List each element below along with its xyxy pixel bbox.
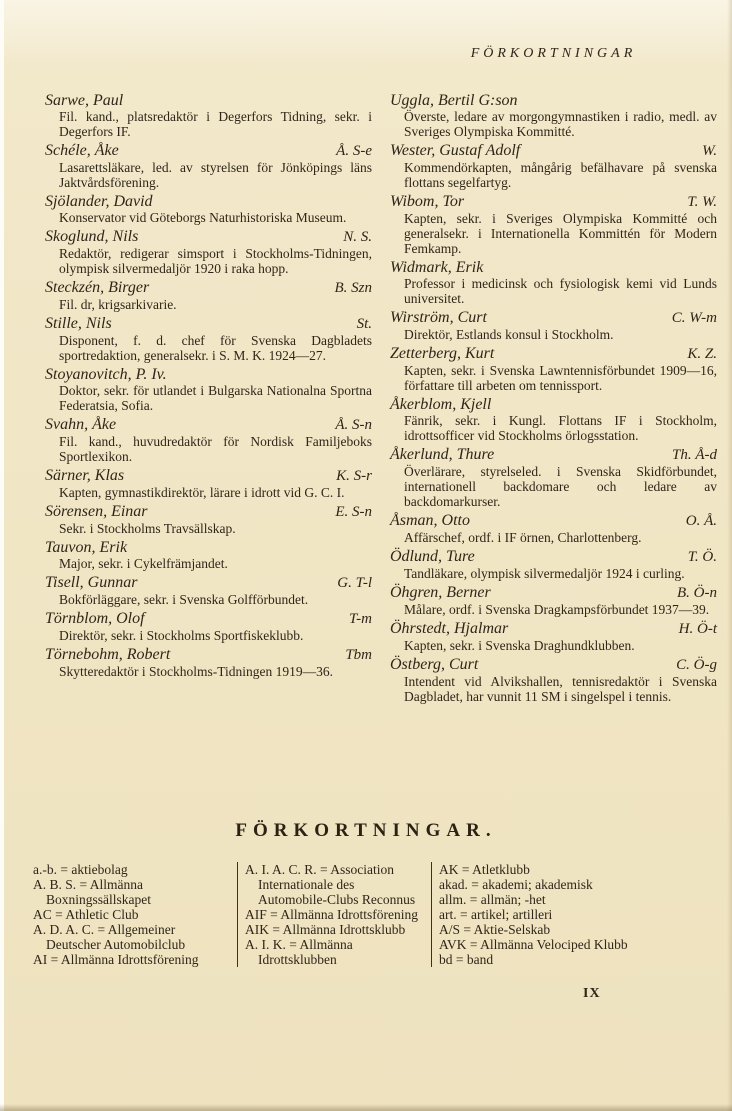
person-name: Törnblom, Olof bbox=[45, 610, 145, 627]
person-description: Skytteredaktör i Stockholms-Tidningen 1919—36. bbox=[59, 664, 333, 679]
directory-entry bbox=[45, 610, 372, 643]
person-description: Direktör, Estlands konsul i Stockholm. bbox=[404, 327, 614, 342]
directory-entry bbox=[45, 646, 372, 679]
abbreviation-item: AK = Atletklubb bbox=[439, 862, 530, 877]
directory-entry bbox=[45, 279, 372, 312]
entry-header bbox=[45, 92, 372, 109]
directory-entry bbox=[45, 228, 372, 276]
entry-header bbox=[45, 646, 372, 664]
person-name: Wibom, Tor bbox=[390, 193, 465, 210]
signature-abbreviation: K. S-r bbox=[336, 468, 372, 484]
abbreviation-item: AI = Allmänna Idrottsförening bbox=[33, 952, 199, 967]
person-description: Tandläkare, olympisk silvermedaljör 1924 i curling. bbox=[404, 566, 685, 581]
entry-header bbox=[45, 610, 372, 628]
signature-abbreviation: Å. S-n bbox=[335, 417, 372, 433]
directory-entry bbox=[390, 584, 717, 617]
page-bottom-shadow bbox=[0, 1104, 732, 1111]
entry-header bbox=[390, 584, 717, 602]
page-right-edge bbox=[727, 0, 732, 1111]
entry-header bbox=[45, 366, 372, 383]
running-header: FÖRKORTNINGAR bbox=[470, 46, 637, 61]
person-description: Fil. kand., platsredaktör i Degerfors Tidning, sekr. i Degerfors IF. bbox=[59, 109, 372, 139]
person-description: Kommendörkapten, mångårig befälhavare på svenska flottans segelfartyg. bbox=[404, 160, 717, 190]
signature-abbreviation: G. T-l bbox=[337, 575, 372, 591]
signature-abbreviation: W. bbox=[702, 143, 717, 159]
person-name: Steckzén, Birger bbox=[45, 279, 150, 296]
person-description: Affärschef, ordf. i IF örnen, Charlottenberg. bbox=[404, 530, 642, 545]
abbreviations-column-1 bbox=[33, 862, 237, 967]
abbreviation-item: A. D. A. C. = Allgemeiner Deutscher Automobilclub bbox=[33, 922, 186, 952]
person-description: Bokförläggare, sekr. i Svenska Golfförbundet. bbox=[59, 592, 309, 607]
directory-entry bbox=[390, 309, 717, 342]
entry-header bbox=[45, 315, 372, 333]
entry-header bbox=[45, 416, 372, 434]
abbreviation-item: bd = band bbox=[439, 952, 494, 967]
signature-abbreviation: N. S. bbox=[343, 229, 372, 245]
entry-header bbox=[45, 539, 372, 556]
person-description: Disponent, f. d. chef för Svenska Dagbladets sportredaktion, generalsekr. i S. M. K. 1924—27. bbox=[59, 333, 372, 363]
entry-header bbox=[45, 142, 372, 160]
entry-header bbox=[45, 228, 372, 246]
signature-abbreviation: C. Ö-g bbox=[676, 657, 717, 673]
signature-abbreviation: Å. S-e bbox=[336, 143, 372, 159]
person-name: Tisell, Gunnar bbox=[45, 574, 138, 591]
person-description: Fänrik, sekr. i Kungl. Flottans IF i Stockholm, idrottsofficer vid Stockholms örlogsstation. bbox=[404, 413, 717, 443]
directory-entry bbox=[390, 142, 717, 190]
signature-abbreviation: O. Å. bbox=[685, 513, 717, 529]
directory-entry bbox=[45, 142, 372, 190]
person-description: Målare, ordf. i Svenska Dragkampsförbundet 1937—39. bbox=[404, 602, 710, 617]
directory-entry bbox=[45, 467, 372, 500]
abbreviations-table bbox=[33, 862, 661, 967]
directory-entry bbox=[390, 512, 717, 545]
abbreviation-item: AIK = Allmänna Idrottsklubb bbox=[245, 922, 406, 937]
abbreviation-item: A. I. A. C. R. = Association Internationale des Automobile-Clubs Reconnus bbox=[245, 862, 416, 907]
signature-abbreviation: T. W. bbox=[687, 194, 717, 210]
entry-header bbox=[390, 345, 717, 363]
person-description: Konservator vid Göteborgs Naturhistoriska Museum. bbox=[59, 210, 347, 225]
person-name: Törnebohm, Robert bbox=[45, 646, 171, 663]
signature-abbreviation: K. Z. bbox=[687, 346, 717, 362]
entry-header bbox=[45, 193, 372, 210]
person-name: Ödlund, Ture bbox=[390, 548, 475, 565]
abbreviation-item: a.-b. = aktiebolag bbox=[33, 862, 128, 877]
entry-header bbox=[390, 446, 717, 464]
signature-abbreviation: B. Szn bbox=[334, 280, 372, 296]
directory-entry bbox=[45, 503, 372, 536]
entry-header bbox=[390, 259, 717, 276]
person-description: Intendent vid Alvikshallen, tennisredaktör i Svenska Dagbladet, har vunnit 11 SM i singelspel i tennis. bbox=[404, 674, 717, 704]
signature-abbreviation: Tbm bbox=[345, 647, 372, 663]
entry-header bbox=[390, 92, 717, 109]
signature-abbreviation: T. Ö. bbox=[687, 549, 717, 565]
entry-header bbox=[45, 503, 372, 521]
directory-entry bbox=[45, 366, 372, 413]
abbreviation-item: art. = artikel; artilleri bbox=[439, 907, 553, 922]
directory-entry bbox=[390, 548, 717, 581]
directory-entry bbox=[390, 656, 717, 704]
person-name: Zetterberg, Kurt bbox=[390, 345, 495, 362]
abbreviations-column-3 bbox=[431, 862, 661, 967]
person-name: Åkerlund, Thure bbox=[390, 446, 495, 463]
person-description: Sekr. i Stockholms Travsällskap. bbox=[59, 521, 236, 536]
entry-header bbox=[390, 193, 717, 211]
person-name: Öhgren, Berner bbox=[390, 584, 491, 601]
person-name: Sjölander, David bbox=[45, 193, 153, 210]
entry-header bbox=[390, 309, 717, 327]
page-left-edge bbox=[0, 0, 4, 1111]
page-number: IX bbox=[583, 986, 601, 1001]
person-name: Widmark, Erik bbox=[390, 259, 484, 276]
person-description: Major, sekr. i Cykelfrämjandet. bbox=[59, 556, 228, 571]
biography-directory bbox=[45, 92, 717, 707]
entry-header bbox=[45, 574, 372, 592]
person-description: Kapten, sekr. i Svenska Lawntennisförbundet 1909—16, författare till arbeten om tennissport. bbox=[404, 363, 717, 393]
directory-entry bbox=[390, 396, 717, 443]
entry-header bbox=[390, 396, 717, 413]
abbreviation-item: A. I. K. = Allmänna Idrottsklubben bbox=[245, 937, 353, 967]
abbreviation-item: akad. = akademi; akademisk bbox=[439, 877, 593, 892]
directory-column-right bbox=[390, 92, 717, 707]
person-name: Åkerblom, Kjell bbox=[390, 396, 492, 413]
person-description: Fil. dr, krigsarkivarie. bbox=[59, 297, 177, 312]
person-name: Skoglund, Nils bbox=[45, 228, 139, 245]
person-description: Kapten, sekr. i Svenska Draghundklubben. bbox=[404, 638, 635, 653]
person-name: Stoyanovitch, P. Iv. bbox=[45, 366, 167, 383]
entry-header bbox=[390, 548, 717, 566]
entry-header bbox=[390, 142, 717, 160]
person-name: Öhrstedt, Hjalmar bbox=[390, 620, 509, 637]
person-name: Uggla, Bertil G:son bbox=[390, 92, 518, 109]
abbreviation-item: allm. = allmän; -het bbox=[439, 892, 546, 907]
directory-entry bbox=[390, 345, 717, 393]
abbreviation-item: AC = Athletic Club bbox=[33, 907, 139, 922]
person-name: Östberg, Curt bbox=[390, 656, 479, 673]
person-name: Sörensen, Einar bbox=[45, 503, 148, 520]
directory-entry bbox=[390, 193, 717, 256]
person-description: Doktor, sekr. för utlandet i Bulgarska Nationalna Sportna Federatsia, Sofia. bbox=[59, 383, 372, 413]
directory-entry bbox=[45, 416, 372, 464]
entry-header bbox=[390, 512, 717, 530]
abbreviation-item: AIF = Allmänna Idrottsförening bbox=[245, 907, 418, 922]
person-name: Wester, Gustaf Adolf bbox=[390, 142, 521, 159]
directory-entry bbox=[390, 620, 717, 653]
directory-entry bbox=[45, 315, 372, 363]
person-name: Wirström, Curt bbox=[390, 309, 487, 326]
signature-abbreviation: C. W-m bbox=[671, 310, 717, 326]
person-description: Lasarettsläkare, led. av styrelsen för Jönköpings läns Jaktvårdsförening. bbox=[59, 160, 372, 190]
entry-header bbox=[45, 279, 372, 297]
entry-header bbox=[45, 467, 372, 485]
person-description: Överste, ledare av morgongymnastiken i radio, medl. av Sveriges Olympiska Kommitté. bbox=[404, 109, 717, 139]
signature-abbreviation: B. Ö-n bbox=[677, 585, 717, 601]
person-description: Kapten, gymnastikdirektör, lärare i idrott vid G. C. I. bbox=[59, 485, 345, 500]
signature-abbreviation: St. bbox=[356, 316, 372, 332]
abbreviations-column-2 bbox=[237, 862, 431, 967]
entry-header bbox=[390, 620, 717, 638]
person-name: Stille, Nils bbox=[45, 315, 112, 332]
abbreviations-heading: FÖRKORTNINGAR. bbox=[235, 820, 497, 841]
signature-abbreviation: H. Ö-t bbox=[678, 621, 717, 637]
directory-entry bbox=[45, 193, 372, 225]
directory-entry bbox=[390, 259, 717, 306]
directory-entry bbox=[390, 446, 717, 509]
directory-entry bbox=[45, 539, 372, 571]
abbreviation-item: A/S = Aktie-Selskab bbox=[439, 922, 551, 937]
abbreviation-item: A. B. S. = Allmänna Boxningssällskapet bbox=[33, 877, 151, 907]
directory-entry bbox=[45, 574, 372, 607]
signature-abbreviation: E. S-n bbox=[335, 504, 372, 520]
signature-abbreviation: T-m bbox=[348, 611, 372, 627]
abbreviation-item: AVK = Allmänna Velociped Klubb bbox=[439, 937, 628, 952]
person-name: Schéle, Åke bbox=[45, 142, 119, 159]
entry-header bbox=[390, 656, 717, 674]
directory-entry bbox=[45, 92, 372, 139]
person-name: Tauvon, Erik bbox=[45, 539, 128, 556]
person-name: Särner, Klas bbox=[45, 467, 125, 484]
person-description: Redaktör, redigerar simsport i Stockholms-Tidningen, olympisk silvermedaljör 1920 i raka hopp. bbox=[59, 246, 372, 276]
directory-column-left bbox=[45, 92, 372, 707]
person-description: Överlärare, styrelseled. i Svenska Skidförbundet, internationell backdomare och ledare av backdomarkurser. bbox=[404, 464, 717, 509]
person-name: Sarwe, Paul bbox=[45, 92, 124, 109]
person-name: Svahn, Åke bbox=[45, 416, 117, 433]
directory-entry bbox=[390, 92, 717, 139]
person-description: Fil. kand., huvudredaktör för Nordisk Familjeboks Sportlexikon. bbox=[59, 434, 372, 464]
person-name: Åsman, Otto bbox=[390, 512, 470, 529]
person-description: Kapten, sekr. i Sveriges Olympiska Kommitté och generalsekr. i Internationella Kommittén för Modern Femkamp. bbox=[404, 211, 717, 256]
signature-abbreviation: Th. Å-d bbox=[672, 447, 717, 463]
person-description: Professor i medicinsk och fysiologisk kemi vid Lunds universitet. bbox=[404, 276, 717, 306]
person-description: Direktör, sekr. i Stockholms Sportfiskeklubb. bbox=[59, 628, 304, 643]
